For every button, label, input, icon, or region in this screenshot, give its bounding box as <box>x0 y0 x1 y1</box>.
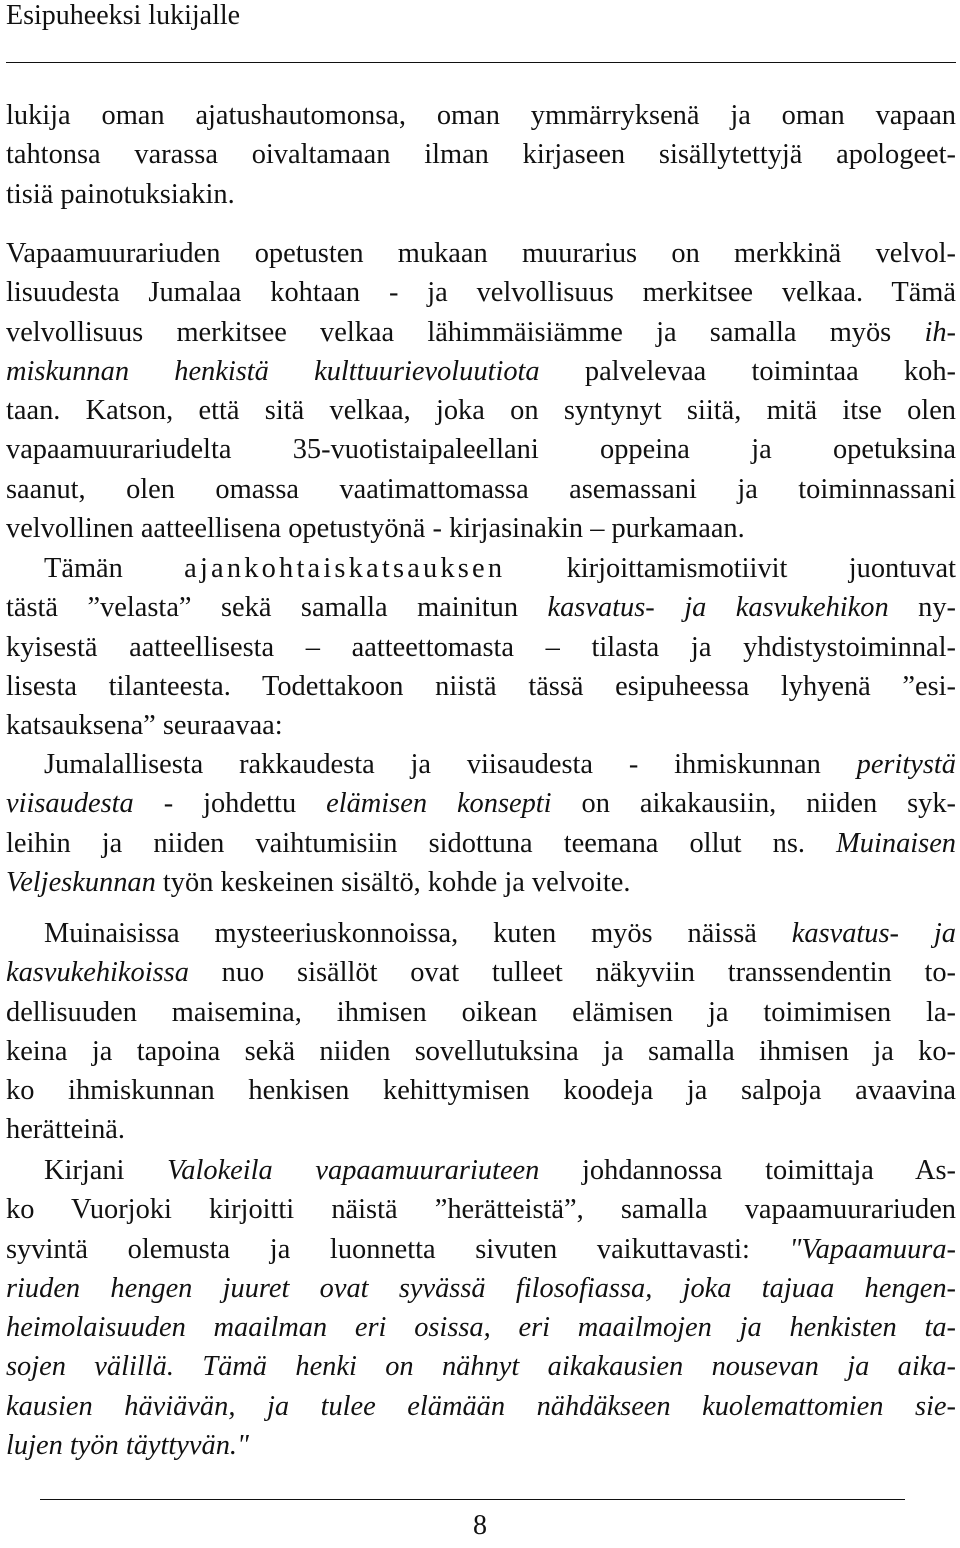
emphasis-run: ih- <box>924 316 956 348</box>
emphasis-run: Veljeskunnan <box>6 866 156 898</box>
emphasis-run: kasvukehikoissa <box>6 957 189 989</box>
text-run: - johdettu <box>133 788 327 820</box>
text-line <box>6 784 956 823</box>
text-line: kyisestä aatteellisesta – aatteettomasta – tilasta ja yhdistystoiminnal- <box>6 631 956 663</box>
emphasis-run: Valokeila vapaamuurariuteen <box>167 1155 540 1186</box>
text-run: kirjoittamismotiivit juontuvat <box>505 553 956 584</box>
text-line: vapaamuurariudelta 35-vuotistaipaleellani oppeina ja opetuksina <box>6 434 956 466</box>
text-line: velvollinen aatteellisena opetustyönä - kirjasinakin – purkamaan. <box>6 513 745 545</box>
text-line <box>6 745 956 784</box>
paragraph-6 <box>6 1151 956 1465</box>
paragraph-4 <box>6 745 956 902</box>
text-line: lisesta tilanteesta. Todettakoon niistä tässä esipuheessa lyhyenä ”esi- <box>6 670 956 702</box>
text-line <box>6 313 956 352</box>
quote-line: sojen välillä. Tämä henki on nähnyt aikakausien nousevan ja aika- <box>6 1351 956 1383</box>
quote-line: lujen työn täyttyvän." <box>6 1430 249 1462</box>
text-run: Tämän <box>44 553 185 584</box>
text-line: keina ja tapoina sekä niiden sovellutuksina ja samalla ihmisen ja ko- <box>6 1035 956 1067</box>
text-line <box>6 588 956 627</box>
text-line <box>6 549 956 588</box>
text-run: leihin ja niiden vaihtumisiin sidottuna teemana ollut ns. <box>6 827 837 859</box>
text-run: nuo sisällöt ovat tulleet näkyviin transsendentin to- <box>188 957 956 989</box>
text-run: johdannossa toimittaja As- <box>539 1155 956 1186</box>
text-run: palvelevaa toimintaa koh- <box>539 355 956 387</box>
text-line: tahtonsa varassa oivaltamaan ilman kirjaseen sisällytettyjä apologeet- <box>6 139 956 171</box>
text-line: herätteinä. <box>6 1114 126 1146</box>
text-run: on aikakausiin, niiden syk- <box>551 788 956 820</box>
paragraph-5 <box>6 914 956 1150</box>
paragraph-3 <box>6 549 956 745</box>
text-line: dellisuuden maisemina, ihmisen oikean elämisen ja toimimisen la- <box>6 996 956 1028</box>
page-number: 8 <box>473 1510 487 1541</box>
text-run: työn keskeinen sisältö, kohde ja velvoite. <box>155 866 631 898</box>
text-line: katsauksena” seuraavaa: <box>6 710 283 742</box>
footer-rule <box>40 1499 905 1500</box>
paragraph-2 <box>6 234 956 548</box>
emphasis-run: elämisen konsepti <box>326 788 552 820</box>
running-head: Esipuheeksi lukijalle <box>6 0 241 31</box>
quote-line: riuden hengen juuret ovat syvässä filosofiassa, joka tajuaa hengen- <box>6 1272 956 1304</box>
text-line <box>6 824 956 863</box>
text-run: syvintä olemusta ja luonnetta sivuten vaikuttavasti: <box>6 1233 790 1265</box>
emphasis-run: "Vapaamuura- <box>789 1233 956 1265</box>
text-run: velvollisuus merkitsee velkaa lähimmäisiämme ja samalla myös <box>6 316 925 348</box>
emphasis-run: kasvatus- ja kasvukehikon <box>547 592 889 624</box>
text-line: Vapaamuurariuden opetusten mukaan muurarius on merkkinä velvol- <box>6 238 956 269</box>
text-line: saanut, olen omassa vaatimattomassa asemassani ja toiminnassani <box>6 473 956 505</box>
text-line <box>6 352 956 391</box>
text-run: Jumalallisesta rakkaudesta ja viisaudesta - ihmiskunnan <box>44 749 857 780</box>
text-line <box>6 1151 956 1190</box>
text-run: Muinaisissa mysteeriuskonnoissa, kuten myös näissä <box>44 918 792 949</box>
quote-line: kausien häviävän, ja tulee elämään nähdäkseen kuolemattomien sie- <box>6 1390 956 1422</box>
text-run: ny- <box>888 592 956 624</box>
text-line: tisiä painotuksiakin. <box>6 178 235 210</box>
text-line: lisuudesta Jumalaa kohtaan - ja velvollisuus merkitsee velkaa. Tämä <box>6 277 956 309</box>
header-rule <box>6 62 956 63</box>
text-line <box>6 953 956 992</box>
emphasis-run: miskunnan henkistä kulttuurievoluutiota <box>6 355 540 387</box>
emphasis-run: Muinaisen <box>836 827 956 859</box>
text-line: lukija oman ajatushautomonsa, oman ymmärryksenä ja oman vapaan <box>6 100 956 131</box>
spaced-emphasis-run: ajankohtaiskatsauksen <box>184 553 506 584</box>
quote-line: heimolaisuuden maailman eri osissa, eri maailmojen ja henkisten ta- <box>6 1312 956 1344</box>
text-run: Kirjani <box>44 1155 168 1186</box>
text-line <box>6 1230 956 1269</box>
text-line: ko ihmiskunnan henkisen kehittymisen koodeja ja salpoja avaavina <box>6 1075 956 1107</box>
text-line: ko Vuorjoki kirjoitti näistä ”herätteistä”, samalla vapaamuurariuden <box>6 1194 956 1226</box>
emphasis-run: peritystä <box>856 749 956 780</box>
emphasis-run: viisaudesta <box>6 788 134 820</box>
text-line: taan. Katson, että sitä velkaa, joka on syntynyt siitä, mitä itse olen <box>6 395 956 427</box>
emphasis-run: kasvatus- ja <box>791 918 956 949</box>
text-run: tästä ”velasta” sekä samalla mainitun <box>6 592 548 624</box>
text-line <box>6 863 956 902</box>
paragraph-1 <box>6 96 956 214</box>
text-line <box>6 914 956 953</box>
